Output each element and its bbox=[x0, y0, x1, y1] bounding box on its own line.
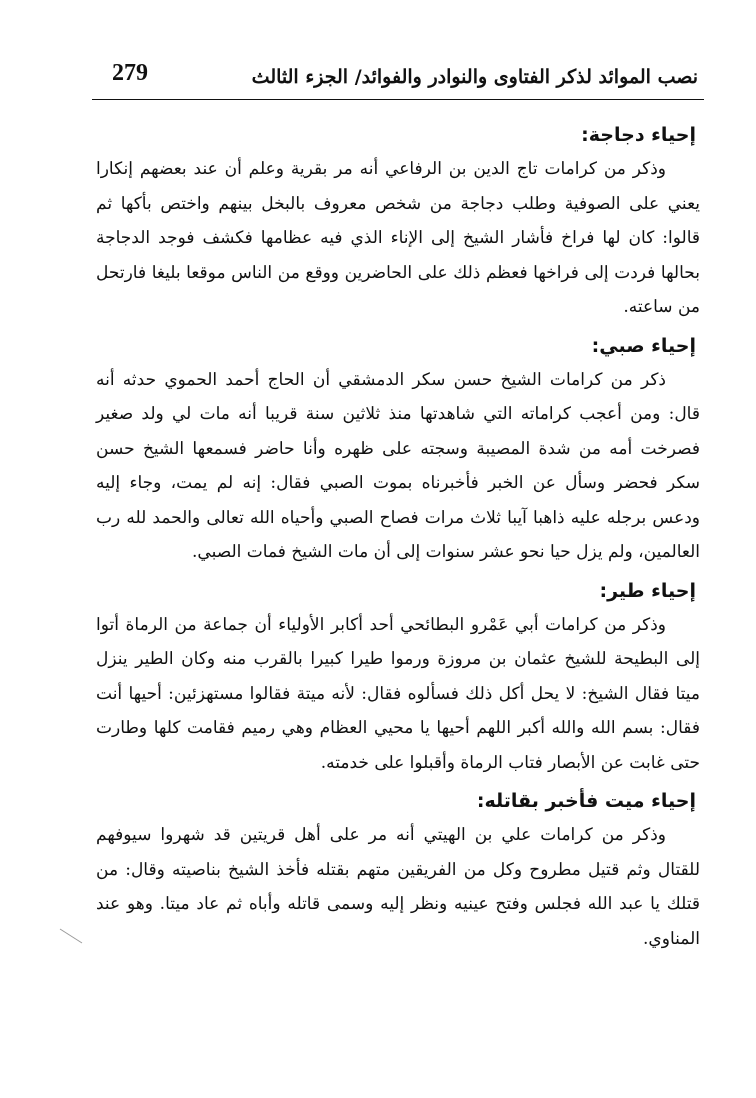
margin-pencil-mark bbox=[58, 926, 84, 946]
section-heading-boy: إحياء صبي: bbox=[591, 334, 696, 357]
section-text-dead-man: وذكر من كرامات علي بن الهيتي أنه مر على أهل قريتين قد شهروا سيوفهم للقتال وثم قتيل مطروح وكل من الفريقين متهم بقتله فأخذ الشيخ بناصيته وقال: من قتلك يا عبد الله فجلس وفتح عينيه ونظر إليه وسمى قاتله وأباه ثم عاد ميتا. وهو عند المناوي. bbox=[96, 825, 700, 949]
section-heading-chicken: إحياء دجاجة: bbox=[581, 124, 696, 146]
header-divider bbox=[92, 99, 704, 100]
section-text-chicken: وذكر من كرامات تاج الدين بن الرفاعي أنه مر بقرية وعلم أن عند بعضهم إنكارا يعني على الصوفية وطلب دجاجة من شخص معروف بالبخل بينهم واختص بأكها ثم قالوا: كان لها فراخ فأشار الشيخ إلى الإناء الذي فيه عظامها فكشف فوجد الدجاجة بحالها فردت إلى فراخها فعظم ذلك على الحاضرين ووقع من الناس موقعا بليغا فارتحل من ساعته. bbox=[96, 159, 700, 317]
section-heading-dead-man: إحياء ميت فأخبر بقاتله: bbox=[476, 790, 696, 812]
page-body bbox=[96, 118, 700, 960]
section-heading-bird: إحياء طير: bbox=[599, 579, 696, 602]
section-text-bird: وذكر من كرامات أبي عَمْرو البطائحي أحد أكابر الأولياء أن جماعة من الرماة أتوا إلى البطيحة للشيخ عثمان بن مروزة ورموا طيرا كبيرا بالقرب منه وكان الطير ينزل ميتا فقال الشيخ: لا يحل أكل ذلك فسألوه فقال: لأنه ميتة فقالوا مستهزئين: أحيها أنت فقال: بسم الله والله أكبر اللهم أحيها يا محيي العظام وهي رميم فقامت كلها وطارت حتى غابت عن الأبصار فتاب الرماة وأقبلوا على خدمته. bbox=[96, 614, 700, 773]
section-text-boy: ذكر من كرامات الشيخ حسن سكر الدمشقي أن الحاج أحمد الحموي حدثه أنه قال: ومن أعجب كراماته التي شاهدتها منذ ثلاثين سنة قريبا أنه مات لي ولد صغير فصرخت أمه من شدة المصيبة وسجته على ظهره وأنا حاضر فسمعها الشيخ حسن سكر فحضر وسأل عن الخبر فأخبرناه بموت الصبي فقال: إنه لم يمت، وجاء إليه ودعس برجله عليه ذاهبا آيبا ثلاث مرات فصاح الصبي وأحياه الله تعالى والحمد لله رب العالمين، ولم يزل حيا نحو عشر سنوات إلى أن مات الشيخ فمات الصبي. bbox=[96, 369, 700, 562]
running-title: نصب الموائد لذكر الفتاوى والنوادر والفوائد/ الجزء الثالث bbox=[251, 66, 698, 88]
page-number: 279 bbox=[112, 60, 148, 86]
page-header bbox=[92, 56, 704, 100]
